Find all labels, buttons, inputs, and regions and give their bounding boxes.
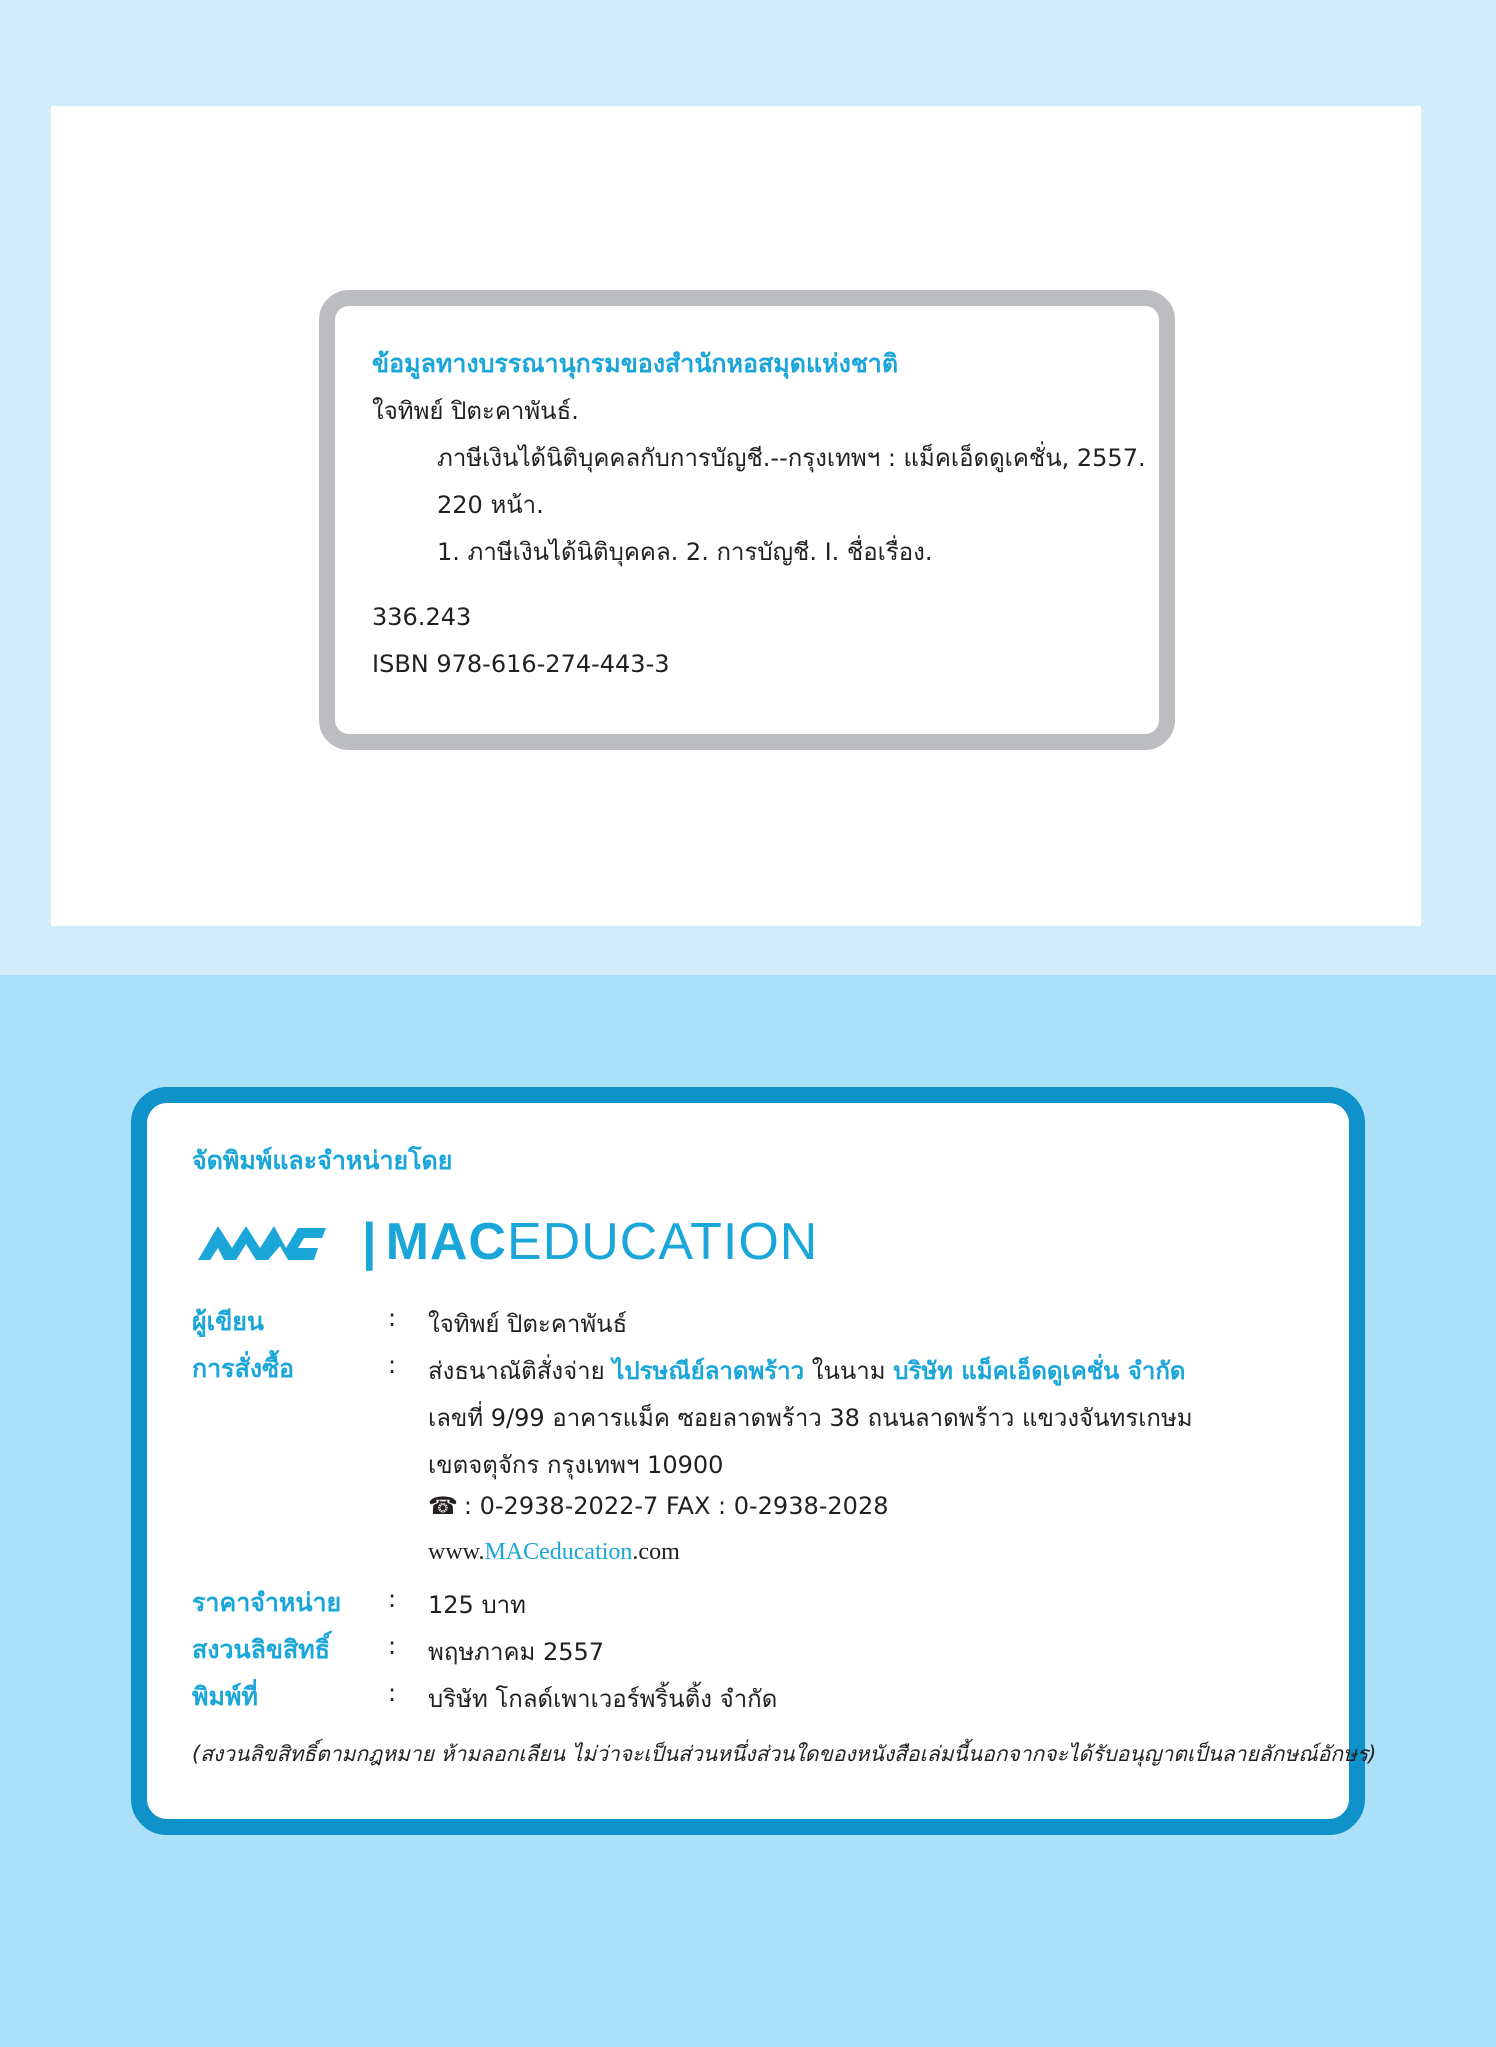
logo-separator: | xyxy=(362,1213,378,1271)
mac-logo-mark-text: MAC xyxy=(269,1270,272,1271)
copyright-notice: (สงวนลิขสิทธิ์ตามกฎหมาย ห้ามลอกเลียน ไม่ว่าจะเป็นส่วนหนึ่งส่วนใดของหนังสือเล่มนี้นอกจากจะได้รับอนุญาตเป็นลายลักษณ์อักษร) xyxy=(192,1742,1377,1766)
order-post-office: ไปรษณีย์ลาดพร้าว xyxy=(612,1357,805,1385)
cip-author: ใจทิพย์ ปิตะคาพันธ์. xyxy=(372,397,579,425)
web-domain: MACeducation xyxy=(484,1539,633,1565)
order-colon: : xyxy=(388,1351,397,1379)
logo-word-light: EDUCATION xyxy=(506,1213,819,1271)
web-suffix: .com xyxy=(632,1539,680,1565)
cip-entry: ภาษีเงินได้นิติบุคคลกับการบัญชี.--กรุงเทพฯ : แม็คเอ็ดดูเคชั่น, 2557. xyxy=(437,444,1146,472)
price-label: ราคาจำหน่าย xyxy=(192,1588,342,1617)
order-line-1 xyxy=(428,1351,1185,1390)
mac-logo-mark xyxy=(194,1212,344,1272)
price-value: 125 บาท xyxy=(428,1591,526,1619)
web-prefix: www. xyxy=(428,1539,485,1565)
copyright-label: สงวนลิขสิทธิ์ xyxy=(192,1635,331,1664)
printer-value: บริษัท โกลด์เพาเวอร์พริ้นติ้ง จำกัด xyxy=(428,1685,778,1713)
author-label: ผู้เขียน xyxy=(192,1307,265,1336)
order-label: การสั่งซื้อ xyxy=(192,1354,295,1383)
cip-title: ข้อมูลทางบรรณานุกรมของสำนักหอสมุดแห่งชาติ xyxy=(372,349,899,378)
order-company: บริษัท แม็คเอ็ดดูเคชั่น จำกัด xyxy=(893,1357,1186,1385)
cip-isbn: ISBN 978-616-274-443-3 xyxy=(372,650,670,678)
publisher-frame xyxy=(131,1087,1365,1835)
cip-subjects: 1. ภาษีเงินได้นิติบุคคล. 2. การบัญชี. I. ชื่อเรื่อง. xyxy=(437,538,933,566)
order-line-2: เลขที่ 9/99 อาคารแม็ค ซอยลาดพร้าว 38 ถนนลาดพร้าว แขวงจันทรเกษม xyxy=(428,1404,1193,1432)
printer-colon: : xyxy=(388,1679,397,1707)
phone-icon: ☎ xyxy=(428,1492,458,1520)
printer-label: พิมพ์ที่ xyxy=(192,1682,258,1711)
copyright-colon: : xyxy=(388,1632,397,1660)
price-colon: : xyxy=(388,1585,397,1613)
order-text-2: ในนาม xyxy=(804,1357,894,1385)
logo-word-bold: MAC xyxy=(385,1213,507,1271)
cip-class-number: 336.243 xyxy=(372,603,472,631)
mac-logo-wordmark xyxy=(362,1212,818,1272)
order-text-1: ส่งธนาณัติสั่งจ่าย xyxy=(428,1357,613,1385)
copyright-value: พฤษภาคม 2557 xyxy=(428,1638,605,1666)
publisher-heading: จัดพิมพ์และจำหน่ายโดย xyxy=(192,1146,453,1175)
cip-pages: 220 หน้า. xyxy=(437,491,544,519)
phone-fax-text: : 0-2938-2022-7 FAX : 0-2938-2028 xyxy=(463,1492,889,1520)
order-phone-line xyxy=(428,1492,888,1520)
order-line-3: เขตจตุจักร กรุงเทพฯ 10900 xyxy=(428,1451,724,1479)
author-colon: : xyxy=(388,1304,397,1332)
author-value: ใจทิพย์ ปิตะคาพันธ์ xyxy=(428,1310,628,1338)
website-link[interactable] xyxy=(428,1539,680,1566)
